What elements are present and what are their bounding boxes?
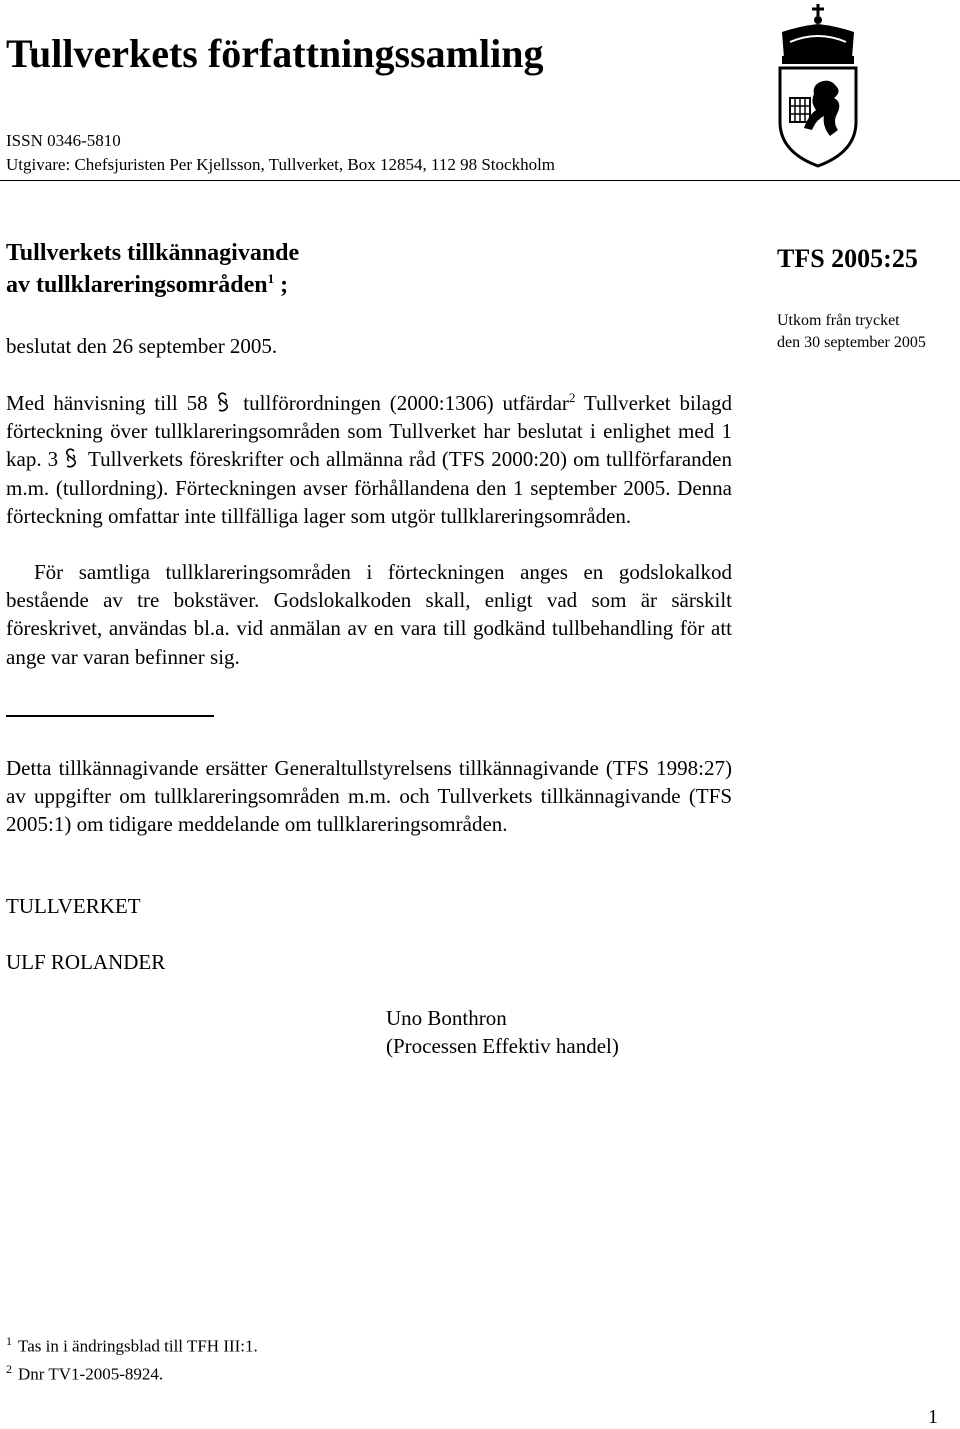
issn: ISSN 0346-5810 [6, 131, 121, 150]
footnote-1: $^1$ Tas in i ändringsblad till TFH III:1. [6, 1334, 258, 1356]
document-heading-line2: av tullklareringsområden$^1$ ; [6, 271, 289, 298]
coat-of-arms-icon [772, 2, 864, 168]
paragraph-3: Detta tillkännagivande ersätter Generaltullstyrelsens tillkännagivande (TFS 1998:27) av uppgifter om tullklareringsområden m.m. och Tullverkets tillkännagivande (TFS 2005:1) om tidigare meddelande om tullklareringsområden. [6, 756, 732, 837]
tfs-number: TFS 2005:25 [777, 244, 918, 273]
section-sign-icon [64, 445, 82, 473]
footnote-ref-1: 1 [267, 271, 275, 286]
footnote-2: $^2$ Dnr TV1-2005-8924. [6, 1362, 164, 1384]
published-line2: den 30 september 2005 [777, 334, 926, 351]
paragraph-1: Med hänvisning till 58 tullförordningen (2000:1306) utfärdar$^2$ Tullverket bilagd förteckning över tullklareringsområden som Tullverket har beslutat i enlighet med 1 kap. 3 Tullverkets föreskrifter och allmänna råd (TFS 2000:20) om tullförfaranden m.m. (tullordning). Förteckningen avser förhållandena den 1 september 2005. Denna förteckning omfattar inte tillfälliga lager som utgör tullklareringsområden. [6, 390, 732, 528]
published-line1: Utkom från trycket [777, 312, 900, 329]
paragraph-2: För samtliga tullklareringsområden i förteckningen anges en godslokalkod bestående av tre bokstäver. Godslokalkoden skall, enligt vad som är särskilt föreskrivet, användas bl.a. vid anmälan av en vara till godkänd tullbehandling för att ange var varan befinner sig. [6, 560, 732, 669]
cosigner-name: Uno Bonthron [386, 1006, 507, 1030]
page-number: 1 [928, 1406, 938, 1428]
footnote-ref-2: 2 [568, 390, 576, 405]
publisher-line: Utgivare: Chefsjuristen Per Kjellsson, Tullverket, Box 12854, 112 98 Stockholm [6, 155, 556, 174]
cosigner-unit: (Processen Effektiv handel) [386, 1034, 619, 1058]
signer-name: ULF ROLANDER [6, 950, 166, 974]
decision-date: beslutat den 26 september 2005. [6, 334, 278, 358]
document-heading-line1: Tullverkets tillkännagivande [6, 240, 300, 266]
publication-title: Tullverkets författningssamling [6, 31, 544, 76]
section-sign-icon [216, 389, 234, 417]
separator-rule [6, 715, 214, 717]
authority-name: TULLVERKET [6, 894, 141, 918]
header-divider [0, 180, 960, 181]
